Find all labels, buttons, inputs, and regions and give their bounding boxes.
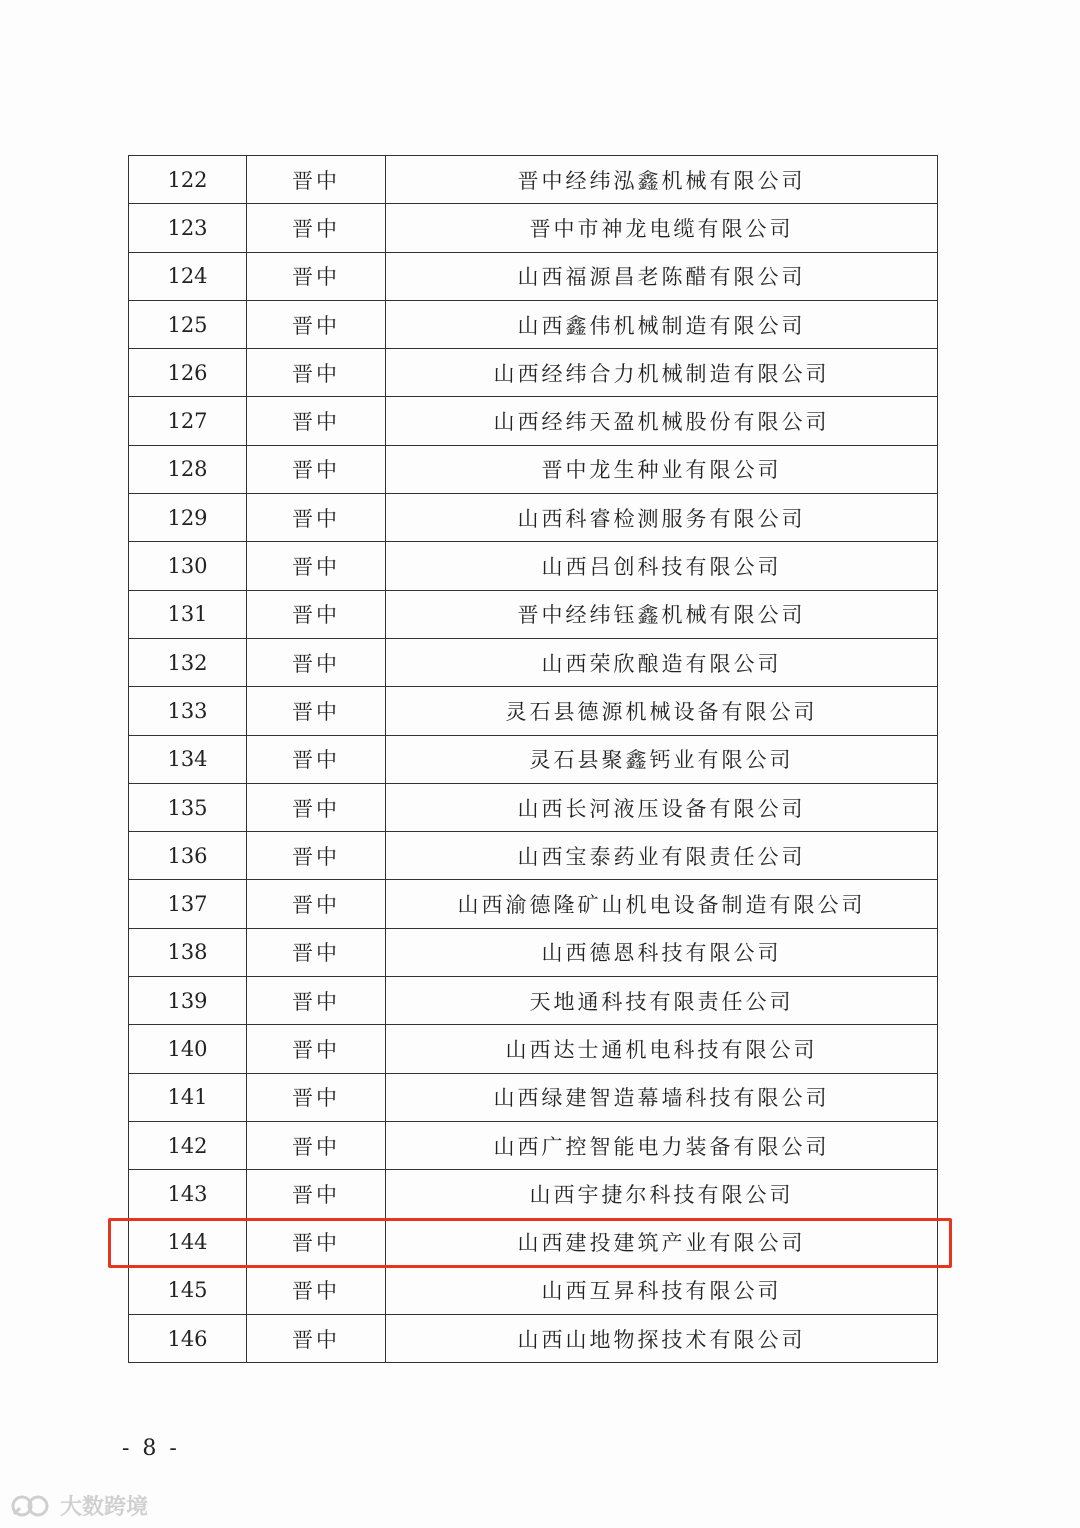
table-row bbox=[129, 1121, 938, 1169]
region-cell: 晋中 bbox=[247, 928, 386, 976]
region-cell: 晋中 bbox=[247, 349, 386, 397]
row-number-cell: 138 bbox=[129, 928, 247, 976]
region-cell: 晋中 bbox=[247, 1218, 386, 1266]
company-name-cell: 晋中龙生种业有限公司 bbox=[386, 445, 938, 493]
row-number-cell: 135 bbox=[129, 783, 247, 831]
region-cell: 晋中 bbox=[247, 1170, 386, 1218]
row-number-cell: 144 bbox=[129, 1218, 247, 1266]
region-cell: 晋中 bbox=[247, 687, 386, 735]
watermark-text: 大数跨境 bbox=[60, 1495, 149, 1520]
region-cell: 晋中 bbox=[247, 590, 386, 638]
region-cell: 晋中 bbox=[247, 638, 386, 686]
row-number-cell: 132 bbox=[129, 638, 247, 686]
company-table bbox=[128, 155, 938, 1363]
row-number-cell: 130 bbox=[129, 542, 247, 590]
company-name-cell: 山西山地物探技术有限公司 bbox=[386, 1315, 938, 1363]
region-cell: 晋中 bbox=[247, 1073, 386, 1121]
company-name-cell: 山西福源昌老陈醋有限公司 bbox=[386, 252, 938, 300]
row-number-cell: 141 bbox=[129, 1073, 247, 1121]
table-row bbox=[129, 590, 938, 638]
table-row bbox=[129, 252, 938, 300]
region-cell: 晋中 bbox=[247, 1025, 386, 1073]
region-cell: 晋中 bbox=[247, 735, 386, 783]
row-number-cell: 127 bbox=[129, 397, 247, 445]
row-number-cell: 143 bbox=[129, 1170, 247, 1218]
row-number-cell: 137 bbox=[129, 880, 247, 928]
row-number-cell: 128 bbox=[129, 445, 247, 493]
company-name-cell: 山西广控智能电力装备有限公司 bbox=[386, 1121, 938, 1169]
company-name-cell: 山西宝泰药业有限责任公司 bbox=[386, 832, 938, 880]
row-number-cell: 126 bbox=[129, 349, 247, 397]
row-number-cell: 145 bbox=[129, 1266, 247, 1314]
row-number-cell: 129 bbox=[129, 494, 247, 542]
table-row bbox=[129, 1170, 938, 1218]
table-row bbox=[129, 638, 938, 686]
row-number-cell: 125 bbox=[129, 300, 247, 348]
table-row bbox=[129, 156, 938, 204]
region-cell: 晋中 bbox=[247, 783, 386, 831]
company-name-cell: 山西吕创科技有限公司 bbox=[386, 542, 938, 590]
table-row bbox=[129, 735, 938, 783]
region-cell: 晋中 bbox=[247, 397, 386, 445]
company-name-cell: 山西渝德隆矿山机电设备制造有限公司 bbox=[386, 880, 938, 928]
company-name-cell: 山西互昇科技有限公司 bbox=[386, 1266, 938, 1314]
company-name-cell: 山西经纬天盈机械股份有限公司 bbox=[386, 397, 938, 445]
company-name-cell: 山西长河液压设备有限公司 bbox=[386, 783, 938, 831]
company-name-cell: 山西科睿检测服务有限公司 bbox=[386, 494, 938, 542]
company-name-cell: 山西绿建智造幕墙科技有限公司 bbox=[386, 1073, 938, 1121]
row-number-cell: 146 bbox=[129, 1315, 247, 1363]
region-cell: 晋中 bbox=[247, 1266, 386, 1314]
region-cell: 晋中 bbox=[247, 880, 386, 928]
table-row bbox=[129, 1025, 938, 1073]
region-cell: 晋中 bbox=[247, 300, 386, 348]
table-row bbox=[129, 542, 938, 590]
table-row bbox=[129, 880, 938, 928]
table-row bbox=[129, 445, 938, 493]
region-cell: 晋中 bbox=[247, 1121, 386, 1169]
row-number-cell: 131 bbox=[129, 590, 247, 638]
company-name-cell: 灵石县德源机械设备有限公司 bbox=[386, 687, 938, 735]
row-number-cell: 140 bbox=[129, 1025, 247, 1073]
company-name-cell: 山西达士通机电科技有限公司 bbox=[386, 1025, 938, 1073]
company-name-cell: 灵石县聚鑫钙业有限公司 bbox=[386, 735, 938, 783]
row-number-cell: 133 bbox=[129, 687, 247, 735]
table-row bbox=[129, 832, 938, 880]
region-cell: 晋中 bbox=[247, 445, 386, 493]
row-number-cell: 134 bbox=[129, 735, 247, 783]
row-number-cell: 124 bbox=[129, 252, 247, 300]
region-cell: 晋中 bbox=[247, 1315, 386, 1363]
company-name-cell: 晋中市神龙电缆有限公司 bbox=[386, 204, 938, 252]
table-row bbox=[129, 1073, 938, 1121]
region-cell: 晋中 bbox=[247, 542, 386, 590]
company-name-cell: 山西建投建筑产业有限公司 bbox=[386, 1218, 938, 1266]
row-number-cell: 139 bbox=[129, 977, 247, 1025]
company-name-cell: 山西鑫伟机械制造有限公司 bbox=[386, 300, 938, 348]
company-table-container bbox=[128, 155, 938, 1363]
company-name-cell: 天地通科技有限责任公司 bbox=[386, 977, 938, 1025]
region-cell: 晋中 bbox=[247, 832, 386, 880]
table-row bbox=[129, 349, 938, 397]
company-name-cell: 晋中经纬泓鑫机械有限公司 bbox=[386, 156, 938, 204]
table-row bbox=[129, 928, 938, 976]
table-row bbox=[129, 977, 938, 1025]
company-name-cell: 山西德恩科技有限公司 bbox=[386, 928, 938, 976]
table-row bbox=[129, 204, 938, 252]
table-row bbox=[129, 1266, 938, 1314]
region-cell: 晋中 bbox=[247, 156, 386, 204]
table-row bbox=[129, 300, 938, 348]
table-row bbox=[129, 1218, 938, 1266]
company-name-cell: 山西经纬合力机械制造有限公司 bbox=[386, 349, 938, 397]
row-number-cell: 122 bbox=[129, 156, 247, 204]
company-name-cell: 山西宇捷尔科技有限公司 bbox=[386, 1170, 938, 1218]
company-name-cell: 山西荣欣酿造有限公司 bbox=[386, 638, 938, 686]
table-row bbox=[129, 1315, 938, 1363]
watermark bbox=[10, 1490, 148, 1521]
table-row bbox=[129, 783, 938, 831]
row-number-cell: 123 bbox=[129, 204, 247, 252]
region-cell: 晋中 bbox=[247, 204, 386, 252]
page-number: - 8 - bbox=[122, 1436, 180, 1461]
table-row bbox=[129, 494, 938, 542]
company-name-cell: 晋中经纬钰鑫机械有限公司 bbox=[386, 590, 938, 638]
row-number-cell: 136 bbox=[129, 832, 247, 880]
brand-logo-icon bbox=[10, 1494, 54, 1518]
row-number-cell: 142 bbox=[129, 1121, 247, 1169]
region-cell: 晋中 bbox=[247, 977, 386, 1025]
table-row bbox=[129, 687, 938, 735]
region-cell: 晋中 bbox=[247, 494, 386, 542]
table-row bbox=[129, 397, 938, 445]
company-table-body bbox=[129, 156, 938, 1363]
region-cell: 晋中 bbox=[247, 252, 386, 300]
